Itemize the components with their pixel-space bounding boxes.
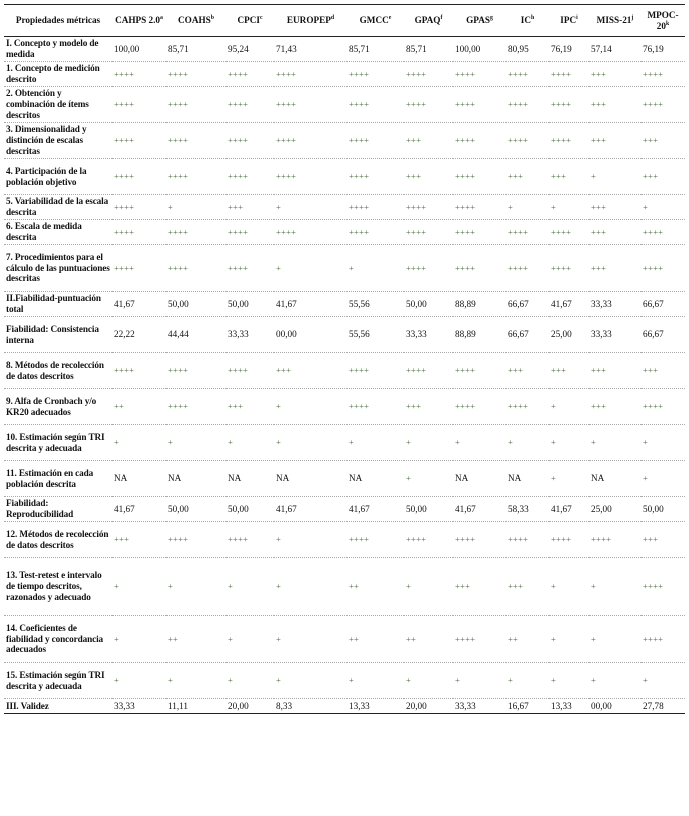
header-instrument [347,5,404,37]
row-label: Fiabilidad: Consistencia interna [6,323,99,345]
rating-cell: ++ [349,633,360,644]
rating-cell: + [591,171,597,182]
rating-cell: ++++ [228,99,249,110]
rating-cell: + [349,675,355,686]
value-cell: 66,67 [508,329,529,340]
rating-cell: + [591,633,597,644]
rating-cell: ++++ [168,365,189,376]
rating-cell: + [508,201,514,212]
rating-cell: ++++ [114,68,135,79]
value-cell: 50,00 [643,503,664,514]
instrument-name: IC [520,15,531,26]
rating-cell: ++++ [455,99,476,110]
value-cell: 33,33 [455,700,476,711]
value-cell: NA [168,473,182,484]
value-cell: 50,00 [406,503,427,514]
table-row [4,522,685,558]
instrument-name: MPOC-20 [647,9,679,31]
header-instrument [506,5,549,37]
table-row [4,317,685,353]
rating-cell: +++ [591,99,607,110]
rating-cell: ++++ [349,68,370,79]
rating-cell: + [643,675,649,686]
rating-cell: ++++ [643,633,664,644]
rating-cell: ++++ [228,171,249,182]
rating-cell: + [276,581,282,592]
rating-cell: ++++ [168,171,189,182]
value-cell: 41,67 [276,503,297,514]
rating-cell: ++++ [114,99,135,110]
rating-cell: ++++ [455,262,476,273]
rating-cell: ++++ [349,401,370,412]
value-cell: 85,71 [406,43,427,54]
table-row [4,245,685,292]
value-cell: 33,33 [591,329,612,340]
value-cell: 80,95 [508,43,529,54]
value-cell: 85,71 [168,43,189,54]
rating-cell: + [228,675,234,686]
rating-cell: ++++ [643,99,664,110]
value-cell: 100,00 [114,43,140,54]
value-cell: 50,00 [168,298,189,309]
rating-cell: +++ [591,262,607,273]
value-cell: 76,19 [551,43,572,54]
value-cell: 13,33 [349,700,370,711]
value-cell: NA [591,473,605,484]
rating-cell: ++++ [228,68,249,79]
rating-cell: + [508,437,514,448]
instrument-footnote: d [330,15,335,22]
rating-cell: ++++ [168,226,189,237]
rating-cell: + [349,262,355,273]
rating-cell: ++++ [228,135,249,146]
row-label: 2. Obtención y combinación de ítems descritos [6,88,89,120]
rating-cell: + [276,534,282,545]
row-label: I. Concepto y modelo de medida [6,38,99,59]
rating-cell: + [406,675,412,686]
rating-cell: +++ [591,365,607,376]
rating-cell: ++++ [508,401,529,412]
rating-cell: +++ [276,365,292,376]
instrument-name: CPCI [237,15,260,26]
rating-cell: ++++ [508,68,529,79]
instrument-footnote: e [388,15,392,22]
rating-cell: +++ [591,401,607,412]
header-instrument [549,5,589,37]
table-body [4,37,685,714]
value-cell: 100,00 [455,43,481,54]
instrument-name: COAHS [178,15,211,26]
value-cell: 22,22 [114,329,135,340]
rating-cell: ++ [508,633,519,644]
rating-cell: ++++ [508,226,529,237]
rating-cell: + [276,401,282,412]
rating-cell: ++++ [276,171,297,182]
value-cell: 41,67 [114,298,135,309]
row-label: III. Validez [6,700,49,711]
rating-cell: + [591,581,597,592]
table-row [4,220,685,245]
value-cell: NA [455,473,469,484]
value-cell: 71,43 [276,43,297,54]
rating-cell: ++++ [643,262,664,273]
rating-cell: ++++ [551,262,572,273]
rating-cell: ++++ [406,262,427,273]
rating-cell: + [508,675,514,686]
instrument-name: MISS-21 [596,15,632,26]
value-cell: 50,00 [228,298,249,309]
rating-cell: ++++ [349,365,370,376]
rating-cell: ++++ [168,99,189,110]
rating-cell: + [406,581,412,592]
rating-cell: ++++ [455,201,476,212]
row-label: II.Fiabilidad-puntuación total [6,293,101,314]
value-cell: 00,00 [276,329,297,340]
metrics-table [4,4,685,714]
row-label: 4. Participación de la población objetivo [6,165,87,187]
rating-cell: + [643,201,649,212]
rating-cell: +++ [406,401,422,412]
value-cell: 11,11 [168,700,188,711]
table-header [4,5,685,37]
row-label: 14. Coeficientes de fiabilidad y concordancia adecuados [6,622,104,655]
instrument-footnote: k [665,20,670,27]
rating-cell: + [349,437,355,448]
rating-cell: ++++ [643,226,664,237]
instrument-footnote: a [160,15,163,22]
value-cell: 41,67 [551,298,572,309]
rating-cell: + [114,437,120,448]
value-cell: 50,00 [228,503,249,514]
value-cell: 33,33 [591,298,612,309]
rating-cell: +++ [508,581,524,592]
rating-cell: + [551,633,557,644]
value-cell: NA [349,473,363,484]
rating-cell: ++++ [406,99,427,110]
rating-cell: ++++ [643,581,664,592]
instrument-name: EUROPEP [286,15,331,26]
instrument-footnote: c [259,15,263,22]
rating-cell: + [591,437,597,448]
rating-cell: ++++ [349,171,370,182]
rating-cell: ++++ [455,633,476,644]
table-row [4,663,685,699]
rating-cell: + [643,473,649,484]
rating-cell: ++++ [508,135,529,146]
rating-cell: ++++ [349,201,370,212]
rating-cell: ++++ [349,534,370,545]
header-instrument [112,5,166,37]
header-properties: Propiedades métricas [4,5,112,37]
rating-cell: +++ [455,581,471,592]
value-cell: NA [508,473,522,484]
value-cell: 66,67 [643,329,664,340]
value-cell: 20,00 [228,700,249,711]
rating-cell: +++ [643,365,659,376]
value-cell: 33,33 [406,329,427,340]
value-cell: 41,67 [455,503,476,514]
rating-cell: ++++ [228,365,249,376]
instrument-footnote: g [489,15,493,22]
rating-cell: ++++ [168,534,189,545]
rating-cell: ++++ [349,135,370,146]
table-row [4,37,685,62]
header-instrument [404,5,453,37]
value-cell: 88,89 [455,329,476,340]
table-row [4,389,685,425]
rating-cell: ++++ [551,534,572,545]
rating-cell: +++ [643,135,659,146]
rating-cell: + [114,581,120,592]
table-row [4,62,685,87]
rating-cell: ++++ [591,534,612,545]
instrument-name: GPAS [466,15,490,26]
instrument-name: IPC [560,15,577,26]
rating-cell: +++ [551,171,567,182]
value-cell: 66,67 [643,298,664,309]
instrument-footnote: f [440,15,443,22]
value-cell: NA [228,473,242,484]
value-cell: NA [276,473,290,484]
row-label: 6. Escala de medida descrita [6,221,82,242]
instrument-footnote: i [576,15,578,22]
value-cell: 55,56 [349,298,370,309]
value-cell: 13,33 [551,700,572,711]
rating-cell: ++++ [114,171,135,182]
instrument-footnote: b [210,15,214,22]
value-cell: 41,67 [114,503,135,514]
row-label: 13. Test-retest e intervalo de tiempo descritos, razonados y adecuado [6,570,102,602]
table-row [4,159,685,195]
rating-cell: ++++ [276,68,297,79]
value-cell: 33,33 [228,329,249,340]
row-label: 9. Alfa de Cronbach y/o KR20 adecuados [6,395,97,417]
rating-cell: + [551,201,557,212]
value-cell: 88,89 [455,298,476,309]
table-row [4,425,685,461]
header-instrument [166,5,226,37]
rating-cell: + [455,675,461,686]
value-cell: 57,14 [591,43,612,54]
row-label: 8. Métodos de recolección de datos descritos [6,359,104,381]
header-instrument [226,5,274,37]
row-label: 1. Concepto de medición descrito [6,63,100,84]
rating-cell: +++ [643,534,659,545]
rating-cell: + [551,437,557,448]
rating-cell: +++ [591,68,607,79]
rating-cell: ++++ [168,135,189,146]
value-cell: 76,19 [643,43,664,54]
rating-cell: ++++ [114,135,135,146]
row-label: 5. Variabilidad de la escala descrita [6,196,109,217]
value-cell: 85,71 [349,43,370,54]
value-cell: 41,67 [276,298,297,309]
rating-cell: ++++ [228,534,249,545]
rating-cell: ++ [349,581,360,592]
rating-cell: ++++ [168,68,189,79]
header-instrument [641,5,685,37]
rating-cell: + [228,581,234,592]
rating-cell: ++++ [114,365,135,376]
value-cell: 27,78 [643,700,664,711]
table-row [4,195,685,220]
rating-cell: +++ [228,201,244,212]
row-label: 7. Procedimientos para el cálculo de las puntuaciones descritas [6,251,110,284]
rating-cell: + [406,473,412,484]
table-row [4,558,685,616]
rating-cell: + [406,437,412,448]
value-cell: 25,00 [591,503,612,514]
rating-cell: +++ [406,171,422,182]
rating-cell: +++ [591,201,607,212]
value-cell: 41,67 [349,503,370,514]
rating-cell: ++++ [551,99,572,110]
rating-cell: + [276,201,282,212]
rating-cell: + [276,675,282,686]
row-label: 3. Dimensionalidad y distinción de escalas descritas [6,124,87,156]
value-cell: 8,33 [276,700,293,711]
rating-cell: ++++ [455,401,476,412]
value-cell: 50,00 [168,503,189,514]
rating-cell: ++ [114,401,125,412]
rating-cell: ++++ [406,534,427,545]
table-row [4,87,685,123]
rating-cell: + [551,473,557,484]
rating-cell: ++++ [228,226,249,237]
table-row [4,353,685,389]
table-row [4,461,685,497]
table-row [4,616,685,663]
row-label: 15. Estimación según TRI descrita y adecuada [6,669,105,691]
rating-cell: + [168,581,174,592]
table-row [4,699,685,714]
value-cell: NA [114,473,128,484]
rating-cell: + [455,437,461,448]
rating-cell: ++++ [551,135,572,146]
rating-cell: + [591,675,597,686]
value-cell: 16,67 [508,700,529,711]
instrument-name: CAHPS 2.0 [115,15,160,26]
row-label: Fiabilidad: Reproducibilidad [6,498,74,519]
value-cell: 95,24 [228,43,249,54]
rating-cell: ++++ [228,262,249,273]
rating-cell: ++++ [551,68,572,79]
rating-cell: ++++ [643,401,664,412]
rating-cell: +++ [508,171,524,182]
rating-cell: ++++ [455,68,476,79]
rating-cell: + [276,633,282,644]
instrument-name: GMCC [359,15,389,26]
rating-cell: ++++ [508,99,529,110]
rating-cell: ++++ [406,68,427,79]
rating-cell: + [551,581,557,592]
rating-cell: ++++ [114,226,135,237]
rating-cell: +++ [228,401,244,412]
rating-cell: ++++ [114,262,135,273]
rating-cell: ++++ [349,226,370,237]
rating-cell: ++++ [168,401,189,412]
rating-cell: + [168,201,174,212]
rating-cell: ++++ [643,68,664,79]
rating-cell: + [228,437,234,448]
table-row [4,497,685,522]
rating-cell: ++++ [114,201,135,212]
rating-cell: ++++ [455,534,476,545]
rating-cell: +++ [591,226,607,237]
rating-cell: ++++ [455,226,476,237]
header-instrument [274,5,347,37]
rating-cell: +++ [114,534,130,545]
value-cell: 58,33 [508,503,529,514]
rating-cell: ++++ [508,262,529,273]
value-cell: 00,00 [591,700,612,711]
instrument-footnote: h [530,15,535,22]
rating-cell: + [551,675,557,686]
value-cell: 20,00 [406,700,427,711]
rating-cell: + [168,437,174,448]
value-cell: 33,33 [114,700,135,711]
table-row [4,123,685,159]
header-instrument [453,5,506,37]
rating-cell: + [643,437,649,448]
value-cell: 25,00 [551,329,572,340]
rating-cell: ++++ [406,226,427,237]
value-cell: 66,67 [508,298,529,309]
rating-cell: +++ [551,365,567,376]
rating-cell: + [551,401,557,412]
rating-cell: ++++ [455,171,476,182]
row-label: 10. Estimación según TRI descrita y adecuada [6,431,105,453]
table-row [4,292,685,317]
instrument-footnote: j [631,15,634,22]
value-cell: 50,00 [406,298,427,309]
rating-cell: ++ [168,633,179,644]
rating-cell: ++++ [508,534,529,545]
rating-cell: ++++ [349,99,370,110]
row-label: 11. Estimación en cada población descrita [6,467,94,489]
rating-cell: ++++ [276,226,297,237]
rating-cell: + [276,262,282,273]
instrument-name: GPAQ [414,15,441,26]
header-row [4,5,685,37]
rating-cell: + [114,633,120,644]
value-cell: 41,67 [551,503,572,514]
header-instrument [589,5,641,37]
rating-cell: ++++ [276,135,297,146]
rating-cell: + [276,437,282,448]
rating-cell: ++++ [168,262,189,273]
rating-cell: ++++ [406,201,427,212]
value-cell: 44,44 [168,329,189,340]
row-label: 12. Métodos de recolección de datos descritos [6,528,109,550]
rating-cell: ++++ [455,135,476,146]
rating-cell: + [228,633,234,644]
rating-cell: ++++ [455,365,476,376]
rating-cell: +++ [591,135,607,146]
rating-cell: ++++ [406,365,427,376]
rating-cell: ++ [406,633,417,644]
rating-cell: + [114,675,120,686]
rating-cell: +++ [643,171,659,182]
rating-cell: +++ [406,135,422,146]
rating-cell: +++ [508,365,524,376]
rating-cell: ++++ [551,226,572,237]
value-cell: 55,56 [349,329,370,340]
rating-cell: + [168,675,174,686]
rating-cell: ++++ [276,99,297,110]
